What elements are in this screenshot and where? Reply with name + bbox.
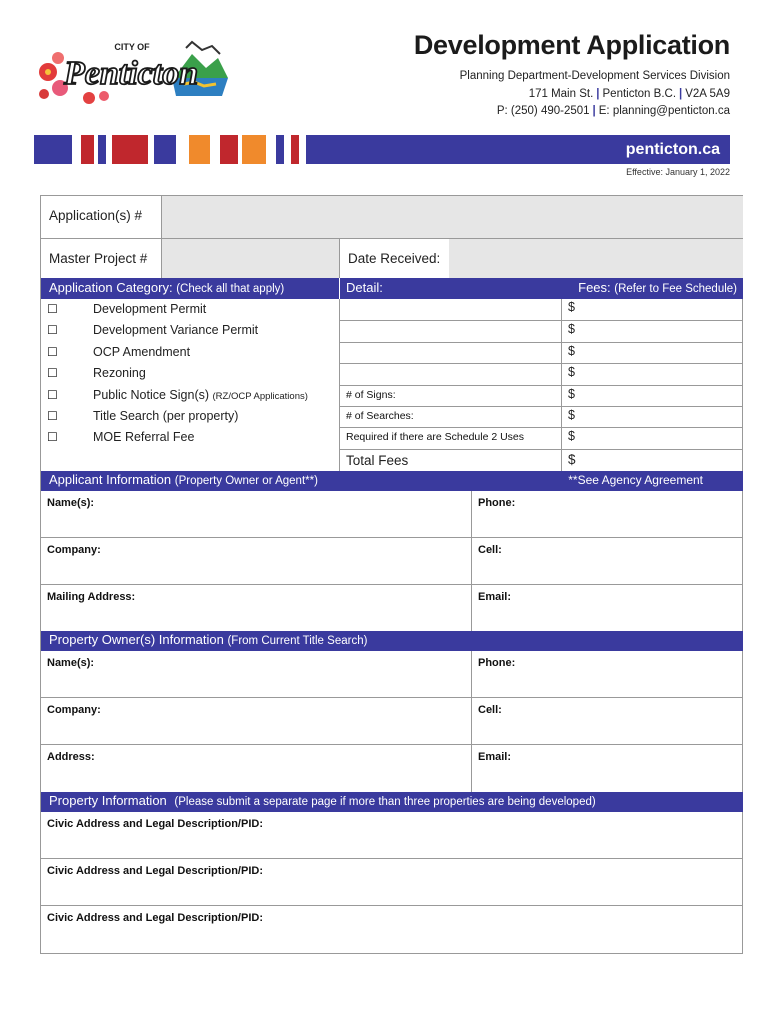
category-item-label: Development Permit: [93, 302, 207, 316]
applicant-mailing-label: Mailing Address:: [47, 591, 136, 603]
total-fees-label: Total Fees: [339, 449, 561, 471]
owner-email-label: Email:: [478, 751, 512, 763]
applicant-mailing-field[interactable]: [41, 585, 471, 631]
category-item-label: Title Search (per property): [93, 409, 239, 423]
applicant-company-field[interactable]: [41, 538, 471, 585]
website-bar[interactable]: penticton.ca: [306, 135, 730, 164]
address-postal: V2A 5A9: [685, 88, 730, 100]
category-fee-input[interactable]: $: [561, 342, 743, 363]
stripe-block: [98, 135, 106, 164]
applicant-email-field[interactable]: [471, 585, 743, 631]
phone-text: P: (250) 490-2501: [496, 105, 590, 117]
category-item-label: Development Variance Permit: [93, 323, 259, 338]
logo-city-text: CITY OF: [114, 42, 150, 52]
category-detail-input[interactable]: # of Searches:: [339, 406, 561, 427]
category-item: [93, 385, 339, 406]
applicant-email-label: Email:: [478, 591, 512, 603]
category-item: [93, 342, 339, 363]
applicant-company-label: Company:: [47, 544, 101, 556]
applicant-header: [41, 471, 743, 491]
category-item-label: MOE Referral Fee: [93, 430, 195, 445]
effective-date: Effective: January 1, 2022: [626, 167, 730, 177]
agency-note: **See Agency Agreement: [568, 473, 703, 487]
category-fee-input[interactable]: $: [561, 385, 743, 406]
property-civic-field-3[interactable]: [41, 906, 743, 953]
category-item: [93, 406, 339, 427]
owner-address-field[interactable]: [41, 745, 471, 792]
category-detail-input[interactable]: [339, 363, 561, 384]
stripe-block: [189, 135, 210, 164]
owner-cell-label: Cell:: [478, 704, 502, 716]
contact-line: P: (250) 490-2501 | E: planning@penticton.ca: [496, 105, 730, 117]
category-checkbox[interactable]: ☐: [47, 302, 58, 316]
property-civic-label-1: Civic Address and Legal Description/PID:: [47, 818, 263, 830]
category-checkbox[interactable]: ☐: [47, 323, 58, 338]
applicant-phone-field[interactable]: [471, 491, 743, 538]
property-header: [41, 792, 743, 812]
applicant-header-note: (Property Owner or Agent**): [174, 475, 318, 487]
owner-phone-label: Phone:: [478, 657, 516, 669]
department: Planning Department-Development Services Division: [459, 70, 730, 82]
owner-address-label: Address:: [47, 751, 95, 763]
category-checkbox[interactable]: ☐: [47, 344, 58, 359]
property-header-label: Property Information: [49, 793, 167, 808]
applicant-cell-label: Cell:: [478, 544, 502, 556]
owner-header-label: Property Owner(s) Information: [49, 632, 224, 647]
stripe-block: [242, 135, 266, 164]
address-street: 171 Main St.: [528, 88, 594, 100]
applications-label: Application(s) #: [49, 208, 143, 223]
owner-names-field[interactable]: [41, 651, 471, 698]
property-header-note: (Please submit a separate page if more than three properties are being developed): [174, 796, 596, 808]
owner-cell-field[interactable]: [471, 698, 743, 745]
owner-company-field[interactable]: [41, 698, 471, 745]
category-item: [93, 320, 339, 341]
owner-company-label: Company:: [47, 704, 101, 716]
applicant-cell-field[interactable]: [471, 538, 743, 585]
property-civic-label-3: Civic Address and Legal Description/PID:: [47, 912, 263, 924]
stripe-block: [112, 135, 148, 164]
applicant-names-label: Name(s):: [47, 497, 95, 509]
date-received-label: Date Received:: [339, 238, 449, 278]
master-project-label: Master Project #: [41, 238, 161, 278]
property-civic-field-2[interactable]: [41, 859, 743, 906]
fees-header: [561, 278, 743, 299]
stripe-block: [276, 135, 284, 164]
category-fee-input[interactable]: $: [561, 320, 743, 341]
fees-header-label: Fees:: [578, 280, 611, 295]
applicant-names-field[interactable]: [41, 491, 471, 538]
stripe-block: [34, 135, 72, 164]
category-header: [41, 278, 339, 299]
email-text: E: planning@penticton.ca: [598, 105, 730, 117]
category-detail-input[interactable]: # of Signs:: [339, 385, 561, 406]
fees-header-note: (Refer to Fee Schedule): [614, 283, 737, 295]
applications-input[interactable]: [161, 196, 743, 238]
logo-name-text: Penticton: [64, 55, 199, 92]
category-checkbox[interactable]: ☐: [47, 430, 58, 445]
applicant-phone-label: Phone:: [478, 497, 516, 509]
detail-header: Detail:: [339, 278, 561, 299]
category-fee-input[interactable]: $: [561, 363, 743, 384]
owner-names-label: Name(s):: [47, 657, 95, 669]
owner-email-field[interactable]: [471, 745, 743, 792]
owner-header: [41, 631, 743, 651]
owner-phone-field[interactable]: [471, 651, 743, 698]
applicant-header-label: Applicant Information: [49, 472, 172, 487]
category-header-label: Application Category:: [49, 280, 173, 295]
stripe-block: [154, 135, 176, 164]
category-detail-input[interactable]: [339, 320, 561, 341]
category-item: [93, 427, 339, 448]
owner-header-note: (From Current Title Search): [227, 635, 368, 647]
master-project-input[interactable]: [161, 238, 339, 278]
application-form: [40, 195, 743, 954]
page-title: Development Application: [413, 30, 730, 60]
total-fees-input[interactable]: $: [561, 449, 743, 471]
category-checkbox[interactable]: ☐: [47, 409, 58, 423]
category-detail-input[interactable]: [339, 342, 561, 363]
category-item-label: OCP Amendment: [93, 344, 191, 359]
address-line: 171 Main St. | Penticton B.C. | V2A 5A9: [528, 88, 730, 100]
category-fee-input[interactable]: $: [561, 427, 743, 448]
category-detail-input[interactable]: Required if there are Schedule 2 Uses: [339, 427, 561, 448]
category-fee-input[interactable]: $: [561, 406, 743, 427]
city-logo: [34, 38, 230, 110]
property-civic-label-2: Civic Address and Legal Description/PID:: [47, 865, 263, 877]
address-city: Penticton B.C.: [602, 88, 677, 100]
category-item: [93, 363, 339, 384]
category-header-note: (Check all that apply): [176, 283, 285, 295]
date-received-input[interactable]: [449, 238, 743, 278]
category-item-label: Rezoning: [93, 366, 146, 381]
category-fee-input[interactable]: $: [561, 299, 743, 320]
category-item-label: Public Notice Sign(s): [93, 387, 210, 402]
stripe-block: [81, 135, 94, 164]
stripe-block: [291, 135, 299, 164]
category-item: [93, 299, 339, 320]
category-detail-input[interactable]: [339, 299, 561, 320]
stripe-block: [220, 135, 238, 164]
category-checkbox[interactable]: ☐: [47, 387, 58, 402]
category-item-note: (RZ/OCP Applications): [212, 390, 308, 402]
category-checkbox[interactable]: ☐: [47, 366, 58, 381]
property-civic-field-1[interactable]: [41, 812, 743, 859]
